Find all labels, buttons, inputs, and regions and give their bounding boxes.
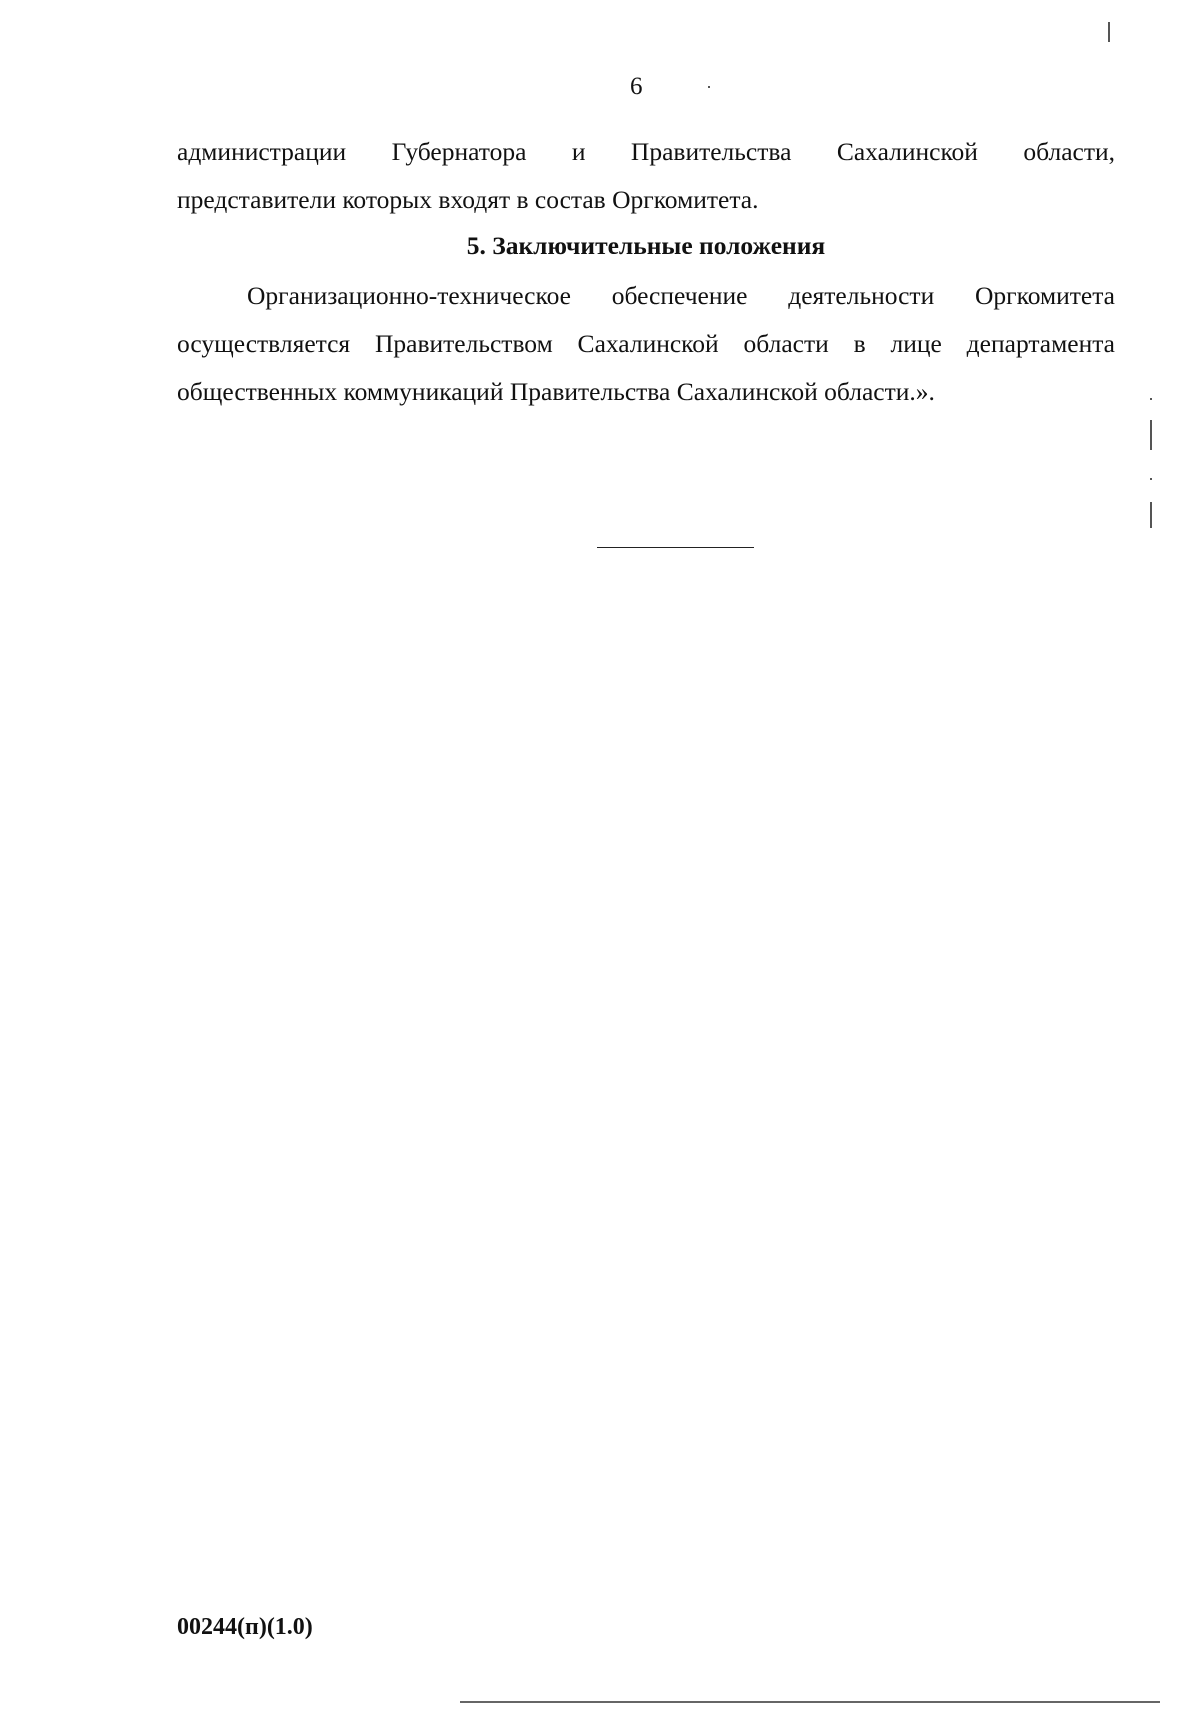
scan-mark-right-2: [1150, 502, 1152, 528]
scan-dot-right-1: [1150, 398, 1152, 400]
section-paragraph-line-2: осуществляется Правительством Сахалинской области в лице департамента: [177, 329, 1115, 358]
scan-mark-right-1: [1150, 420, 1152, 450]
scan-dot-top: [708, 86, 710, 88]
scan-mark-top-right: [1108, 22, 1110, 42]
section-paragraph-line-1: Организационно-техническое обеспечение деятельности Оргкомитета: [247, 281, 1115, 310]
scan-dot-right-2: [1150, 478, 1152, 480]
page-number: 6: [630, 73, 643, 100]
end-separator-line: [597, 547, 754, 548]
document-code: 00244(п)(1.0): [177, 1614, 313, 1640]
section-paragraph-line-3: общественных коммуникаций Правительства Сахалинской области.».: [177, 377, 935, 406]
section-heading: 5. Заключительные положения: [466, 231, 826, 260]
continued-paragraph-line-1: администрации Губернатора и Правительства Сахалинской области,: [177, 137, 1115, 166]
section-paragraph: [177, 272, 1115, 416]
continued-paragraph-line-2: представители которых входят в состав Оргкомитета.: [177, 185, 759, 214]
bottom-scan-edge: [460, 1701, 1160, 1703]
continued-paragraph: [177, 128, 1115, 224]
